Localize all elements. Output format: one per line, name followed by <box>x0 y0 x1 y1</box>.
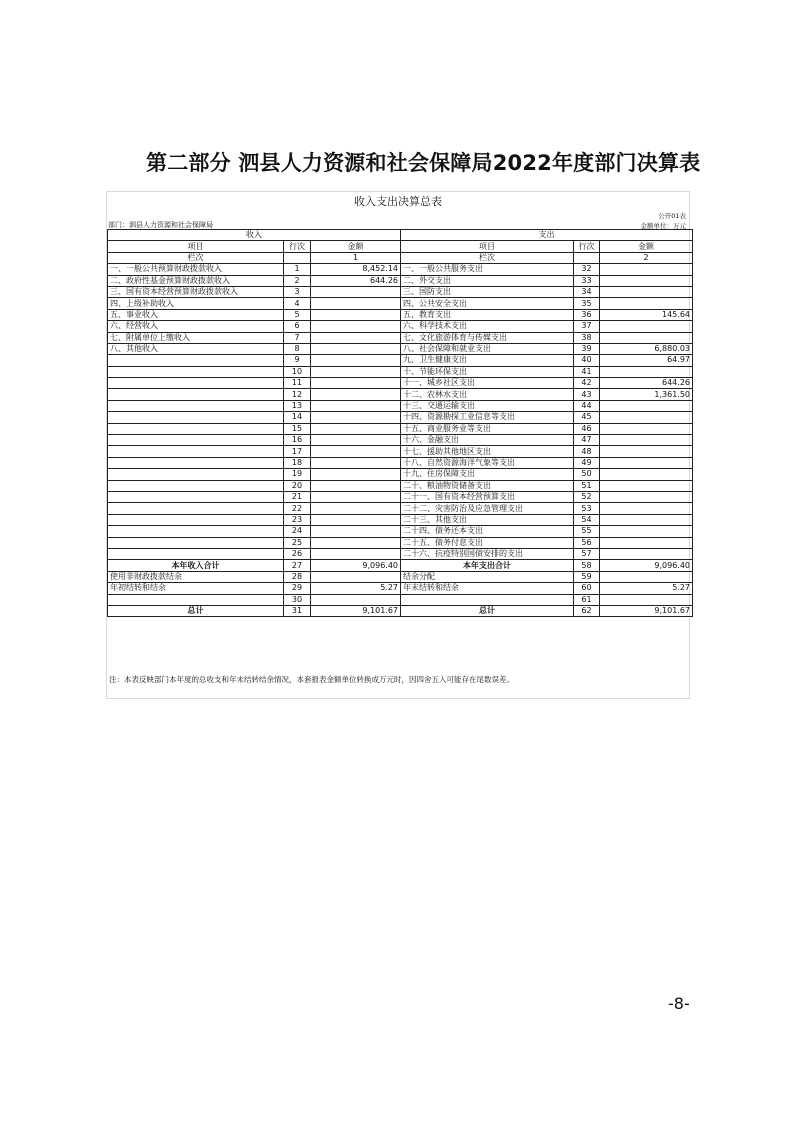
expense-item-cell: 五、教育支出 <box>401 309 574 320</box>
expense-amount-cell: 1,361.50 <box>600 389 693 400</box>
expense-header: 支出 <box>401 230 693 241</box>
table-row <box>108 412 693 423</box>
income-amount-cell <box>311 389 401 400</box>
income-line-cell: 4 <box>284 298 311 309</box>
income-amount-cell: 644.26 <box>311 275 401 286</box>
expense-amount-cell <box>600 469 693 480</box>
expense-amount-cell: 9,101.67 <box>600 605 693 616</box>
expense-amount-cell <box>600 446 693 457</box>
expense-line-cell: 50 <box>574 469 600 480</box>
income-amount-cell <box>311 343 401 354</box>
expense-amount-cell <box>600 286 693 297</box>
table-row <box>108 264 693 275</box>
expense-amount-cell <box>600 332 693 343</box>
expense-item-cell: 十七、援助其他地区支出 <box>401 446 574 457</box>
expense-amount-cell <box>600 275 693 286</box>
income-line-cell: 17 <box>284 446 311 457</box>
income-line-cell: 18 <box>284 457 311 468</box>
expense-line-cell: 52 <box>574 491 600 502</box>
income-item-cell <box>108 366 284 377</box>
table-row <box>108 514 693 525</box>
expense-line-cell: 42 <box>574 378 600 389</box>
expense-amount-cell: 64.97 <box>600 355 693 366</box>
income-amount-cell <box>311 435 401 446</box>
income-item-cell: 总计 <box>108 605 284 616</box>
expense-amount-cell <box>600 526 693 537</box>
table-row <box>108 457 693 468</box>
table-row <box>108 332 693 343</box>
expense-amount-cell <box>600 435 693 446</box>
expense-amount-cell <box>600 298 693 309</box>
income-amount-cell <box>311 355 401 366</box>
section-header-row <box>108 230 693 241</box>
table-row <box>108 503 693 514</box>
income-amount-cell <box>311 446 401 457</box>
income-line-cell: 15 <box>284 423 311 434</box>
expense-line-cell: 55 <box>574 526 600 537</box>
table-row <box>108 355 693 366</box>
income-line-cell: 20 <box>284 480 311 491</box>
income-amount-cell <box>311 400 401 411</box>
expense-item-cell: 十八、自然资源海洋气象等支出 <box>401 457 574 468</box>
table-row <box>108 423 693 434</box>
table-row <box>108 275 693 286</box>
income-item-cell: 六、经营收入 <box>108 321 284 332</box>
income-amount-header: 金额 <box>311 241 401 252</box>
expense-item-cell: 十一、城乡社区支出 <box>401 378 574 389</box>
income-item-cell: 三、国有资本经营预算财政拨款收入 <box>108 286 284 297</box>
income-line-cell: 22 <box>284 503 311 514</box>
income-item-cell: 一、一般公共预算财政拨款收入 <box>108 264 284 275</box>
income-amount-cell <box>311 491 401 502</box>
expense-item-cell: 八、社会保障和就业支出 <box>401 343 574 354</box>
income-amount-cell <box>311 366 401 377</box>
income-column-blank <box>284 252 311 263</box>
expense-amount-cell <box>600 491 693 502</box>
income-amount-cell <box>311 457 401 468</box>
income-line-cell: 16 <box>284 435 311 446</box>
unit-label: 金额单位：万元 <box>640 222 686 230</box>
income-item-cell: 本年收入合计 <box>108 560 284 571</box>
income-line-cell: 25 <box>284 537 311 548</box>
expense-item-cell: 年末结转和结余 <box>401 583 574 594</box>
expense-line-cell: 58 <box>574 560 600 571</box>
income-line-cell: 6 <box>284 321 311 332</box>
income-item-cell <box>108 400 284 411</box>
table-row <box>108 446 693 457</box>
income-amount-cell <box>311 503 401 514</box>
income-line-cell: 13 <box>284 400 311 411</box>
expense-item-cell: 六、科学技术支出 <box>401 321 574 332</box>
income-amount-cell <box>311 514 401 525</box>
expense-item-cell: 二十六、抗疫特别国债安排的支出 <box>401 548 574 559</box>
expense-amount-cell: 9,096.40 <box>600 560 693 571</box>
table-row <box>108 469 693 480</box>
expense-line-cell: 51 <box>574 480 600 491</box>
expense-item-cell: 七、文化旅游体育与传媒支出 <box>401 332 574 343</box>
expense-item-cell: 本年支出合计 <box>401 560 574 571</box>
income-line-cell: 14 <box>284 412 311 423</box>
page-number: -8- <box>668 994 690 1013</box>
income-item-cell <box>108 526 284 537</box>
expense-item-cell: 二、外交支出 <box>401 275 574 286</box>
expense-line-cell: 47 <box>574 435 600 446</box>
expense-item-cell: 二十五、债务付息支出 <box>401 537 574 548</box>
income-line-cell: 21 <box>284 491 311 502</box>
income-amount-cell <box>311 423 401 434</box>
expense-line-cell: 60 <box>574 583 600 594</box>
table-row <box>108 571 693 582</box>
expense-line-cell: 49 <box>574 457 600 468</box>
income-item-cell <box>108 537 284 548</box>
expense-item-cell: 十、节能环保支出 <box>401 366 574 377</box>
income-item-cell: 八、其他收入 <box>108 343 284 354</box>
expense-line-cell: 34 <box>574 286 600 297</box>
expense-line-cell: 37 <box>574 321 600 332</box>
table-row <box>108 366 693 377</box>
income-amount-cell <box>311 537 401 548</box>
expense-line-cell: 44 <box>574 400 600 411</box>
expense-line-cell: 38 <box>574 332 600 343</box>
expense-amount-cell <box>600 366 693 377</box>
income-amount-cell <box>311 548 401 559</box>
income-item-cell: 五、事业收入 <box>108 309 284 320</box>
expense-amount-cell <box>600 321 693 332</box>
income-item-cell: 四、上级补助收入 <box>108 298 284 309</box>
income-line-cell: 31 <box>284 605 311 616</box>
expense-line-cell: 48 <box>574 446 600 457</box>
income-header: 收入 <box>108 230 401 241</box>
income-item-cell <box>108 355 284 366</box>
expense-item-cell: 十四、资源勘探工业信息等支出 <box>401 412 574 423</box>
expense-item-cell: 二十、粮油物资储备支出 <box>401 480 574 491</box>
table-row <box>108 321 693 332</box>
income-line-cell: 10 <box>284 366 311 377</box>
expense-amount-cell <box>600 548 693 559</box>
table-row <box>108 309 693 320</box>
expense-item-cell: 二十三、其他支出 <box>401 514 574 525</box>
income-amount-cell <box>311 309 401 320</box>
table-row <box>108 594 693 605</box>
income-amount-cell <box>311 286 401 297</box>
expense-line-cell: 54 <box>574 514 600 525</box>
income-amount-cell <box>311 412 401 423</box>
income-line-cell: 12 <box>284 389 311 400</box>
footnote: 注：本表反映部门本年度的总收支和年末结转结余情况，本套报表金额单位转换成万元时，因四舍五入可能存在尾数误差。 <box>109 675 514 684</box>
expense-amount-cell <box>600 514 693 525</box>
income-amount-cell <box>311 469 401 480</box>
expense-column-number: 2 <box>600 252 693 263</box>
expense-line-cell: 40 <box>574 355 600 366</box>
expense-line-cell: 62 <box>574 605 600 616</box>
expense-amount-cell <box>600 571 693 582</box>
expense-amount-cell <box>600 537 693 548</box>
expense-line-cell: 36 <box>574 309 600 320</box>
income-item-cell <box>108 514 284 525</box>
income-line-cell: 23 <box>284 514 311 525</box>
income-line-cell: 5 <box>284 309 311 320</box>
expense-line-cell: 53 <box>574 503 600 514</box>
income-item-cell <box>108 412 284 423</box>
table-row <box>108 400 693 411</box>
income-item-cell <box>108 480 284 491</box>
income-item-cell <box>108 457 284 468</box>
income-line-cell: 3 <box>284 286 311 297</box>
income-amount-cell <box>311 378 401 389</box>
table-row <box>108 605 693 616</box>
expense-line-cell: 61 <box>574 594 600 605</box>
income-amount-cell <box>311 321 401 332</box>
income-item-cell <box>108 491 284 502</box>
table-row <box>108 537 693 548</box>
income-amount-cell: 8,452.14 <box>311 264 401 275</box>
form-code: 公开01表 <box>658 212 686 220</box>
expense-item-cell: 十九、住房保障支出 <box>401 469 574 480</box>
income-line-cell: 28 <box>284 571 311 582</box>
income-item-cell <box>108 389 284 400</box>
department-label: 部门：泗县人力资源和社会保障局 <box>108 221 213 229</box>
expense-item-cell: 总计 <box>401 605 574 616</box>
table-row <box>108 343 693 354</box>
income-line-cell: 11 <box>284 378 311 389</box>
table-row <box>108 435 693 446</box>
income-amount-cell <box>311 594 401 605</box>
expense-item-cell: 十六、金融支出 <box>401 435 574 446</box>
income-column-label: 栏次 <box>108 252 284 263</box>
expense-amount-header: 金额 <box>600 241 693 252</box>
income-line-cell: 29 <box>284 583 311 594</box>
table-row <box>108 298 693 309</box>
income-column-number: 1 <box>311 252 401 263</box>
table-body <box>108 264 693 617</box>
table-row <box>108 389 693 400</box>
expense-amount-cell <box>600 503 693 514</box>
income-item-cell <box>108 503 284 514</box>
expense-amount-cell: 644.26 <box>600 378 693 389</box>
expense-line-cell: 45 <box>574 412 600 423</box>
income-amount-cell <box>311 571 401 582</box>
expense-item-cell: 三、国防支出 <box>401 286 574 297</box>
income-line-cell: 19 <box>284 469 311 480</box>
expense-line-cell: 39 <box>574 343 600 354</box>
expense-line-cell: 43 <box>574 389 600 400</box>
expense-line-cell: 56 <box>574 537 600 548</box>
summary-table <box>107 229 693 617</box>
income-item-cell: 七、附属单位上缴收入 <box>108 332 284 343</box>
income-item-cell <box>108 435 284 446</box>
income-amount-cell <box>311 298 401 309</box>
expense-line-cell: 46 <box>574 423 600 434</box>
expense-amount-cell: 6,880.03 <box>600 343 693 354</box>
income-amount-cell <box>311 332 401 343</box>
income-item-cell <box>108 469 284 480</box>
income-item-cell: 二、政府性基金预算财政拨款收入 <box>108 275 284 286</box>
expense-item-cell: 十五、商业服务业等支出 <box>401 423 574 434</box>
expense-amount-cell <box>600 412 693 423</box>
expense-amount-cell: 5.27 <box>600 583 693 594</box>
income-item-cell: 使用非财政拨款结余 <box>108 571 284 582</box>
income-line-cell: 26 <box>284 548 311 559</box>
expense-item-cell: 九、卫生健康支出 <box>401 355 574 366</box>
expense-amount-cell: 145.64 <box>600 309 693 320</box>
income-item-cell <box>108 446 284 457</box>
sheet-title: 收入支出决算总表 <box>354 195 442 208</box>
page-title: 第二部分 泗县人力资源和社会保障局2022年度部门决算表 <box>146 151 701 175</box>
expense-item-cell: 二十一、国有资本经营预算支出 <box>401 491 574 502</box>
expense-column-blank <box>574 252 600 263</box>
table-row <box>108 583 693 594</box>
expense-item-cell: 二十二、灾害防治及应急管理支出 <box>401 503 574 514</box>
expense-item-cell: 十三、交通运输支出 <box>401 400 574 411</box>
income-item-cell <box>108 423 284 434</box>
expense-item-header: 项目 <box>401 241 574 252</box>
expense-item-cell: 四、公共安全支出 <box>401 298 574 309</box>
income-amount-cell <box>311 480 401 491</box>
table-row <box>108 491 693 502</box>
table-row <box>108 548 693 559</box>
income-amount-cell: 9,096.40 <box>311 560 401 571</box>
table-row <box>108 378 693 389</box>
income-line-cell: 27 <box>284 560 311 571</box>
income-line-cell: 1 <box>284 264 311 275</box>
table-row <box>108 480 693 491</box>
income-line-cell: 9 <box>284 355 311 366</box>
column-header-row <box>108 241 693 252</box>
report-sheet <box>106 191 690 699</box>
income-item-header: 项目 <box>108 241 284 252</box>
expense-amount-cell <box>600 480 693 491</box>
income-line-cell: 2 <box>284 275 311 286</box>
income-item-cell <box>108 594 284 605</box>
expense-line-cell: 41 <box>574 366 600 377</box>
expense-item-cell: 二十四、债务还本支出 <box>401 526 574 537</box>
income-line-cell: 8 <box>284 343 311 354</box>
expense-item-cell: 一、一般公共服务支出 <box>401 264 574 275</box>
expense-amount-cell <box>600 400 693 411</box>
expense-item-cell <box>401 594 574 605</box>
income-line-cell: 7 <box>284 332 311 343</box>
income-item-cell <box>108 378 284 389</box>
expense-line-cell: 33 <box>574 275 600 286</box>
table-row <box>108 560 693 571</box>
expense-amount-cell <box>600 423 693 434</box>
expense-column-label: 栏次 <box>401 252 574 263</box>
income-item-cell <box>108 548 284 559</box>
expense-line-cell: 57 <box>574 548 600 559</box>
expense-amount-cell <box>600 594 693 605</box>
expense-item-cell: 结余分配 <box>401 571 574 582</box>
expense-line-cell: 35 <box>574 298 600 309</box>
expense-amount-cell <box>600 264 693 275</box>
income-item-cell: 年初结转和结余 <box>108 583 284 594</box>
expense-item-cell: 十二、农林水支出 <box>401 389 574 400</box>
expense-line-header: 行次 <box>574 241 600 252</box>
table-row <box>108 286 693 297</box>
income-amount-cell: 9,101.67 <box>311 605 401 616</box>
income-amount-cell: 5.27 <box>311 583 401 594</box>
expense-amount-cell <box>600 457 693 468</box>
income-line-header: 行次 <box>284 241 311 252</box>
income-line-cell: 30 <box>284 594 311 605</box>
table-row <box>108 526 693 537</box>
income-amount-cell <box>311 526 401 537</box>
income-line-cell: 24 <box>284 526 311 537</box>
column-number-row <box>108 252 693 263</box>
expense-line-cell: 32 <box>574 264 600 275</box>
expense-line-cell: 59 <box>574 571 600 582</box>
